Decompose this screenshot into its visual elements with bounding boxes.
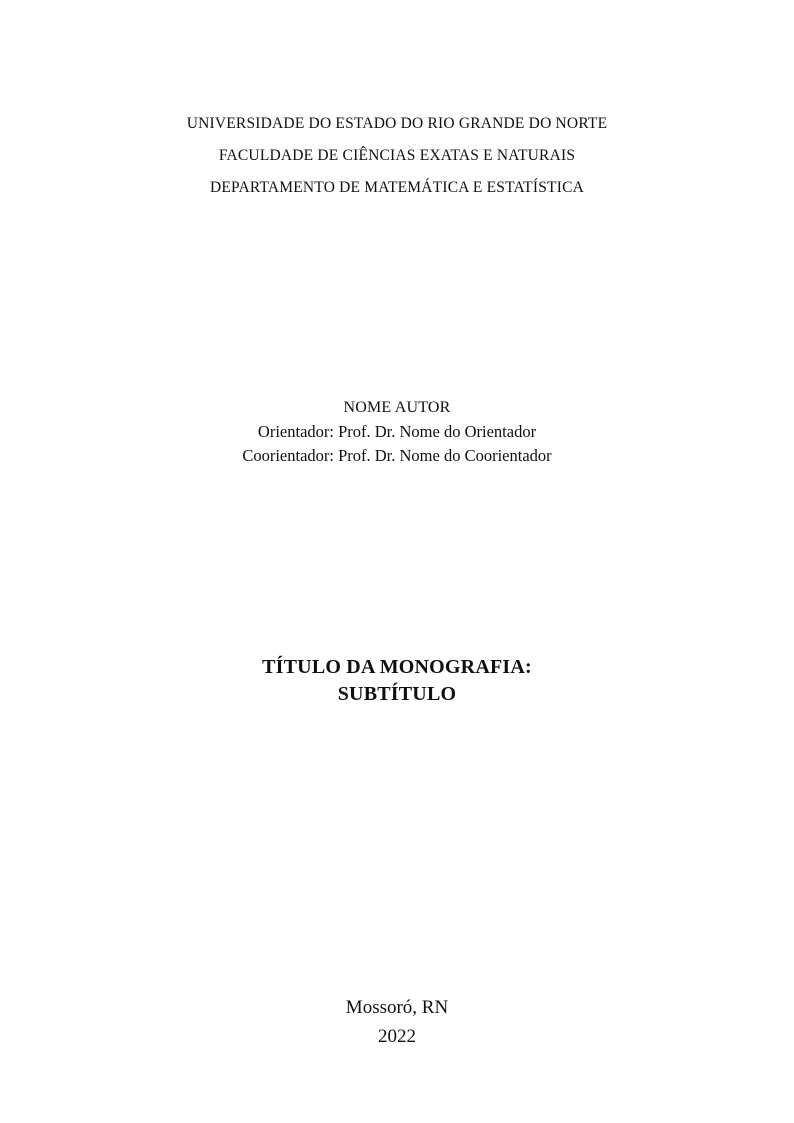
- coadvisor-name: Coorientador: Prof. Dr. Nome do Coorientador: [242, 446, 552, 465]
- footer-year: 2022: [378, 1026, 416, 1047]
- footer-block: [0, 993, 794, 1051]
- footer-place: Mossoró, RN: [345, 997, 449, 1018]
- page-title: TÍTULO DA MONOGRAFIA:: [262, 656, 532, 678]
- institution-line-university: UNIVERSIDADE DO ESTADO DO RIO GRANDE DO NORTE: [186, 115, 608, 132]
- author-name: NOME AUTOR: [343, 399, 451, 416]
- institution-block: [0, 108, 794, 204]
- institution-line-faculty: FACULDADE DE CIÊNCIAS EXATAS E NATURAIS: [218, 147, 576, 164]
- advisor-name: Orientador: Prof. Dr. Nome do Orientador: [257, 422, 537, 441]
- title-block: [0, 654, 794, 708]
- page-subtitle: SUBTÍTULO: [337, 683, 457, 705]
- author-block: [0, 396, 794, 468]
- institution-line-department: DEPARTAMENTO DE MATEMÁTICA E ESTATÍSTICA: [209, 179, 584, 196]
